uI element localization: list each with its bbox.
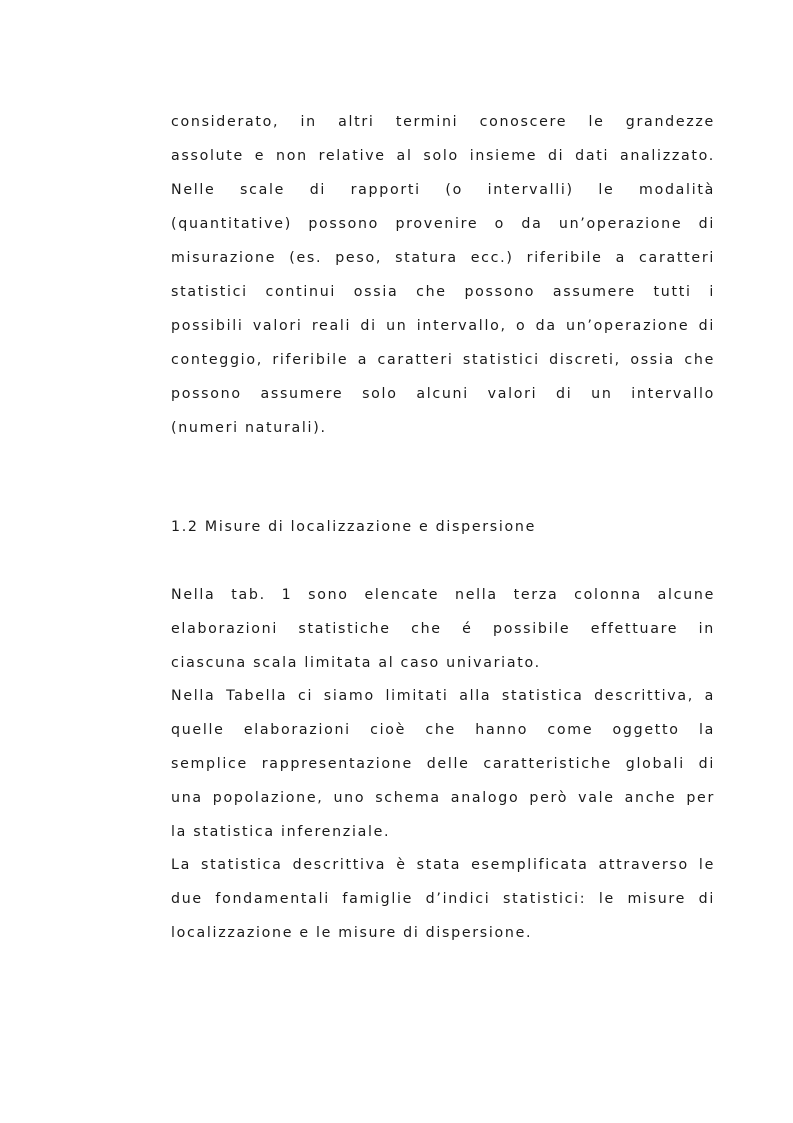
text-line: misurazione (es. peso, statura ecc.) riferibile a caratteri <box>171 250 715 266</box>
heading-text: 1.2 Misure di localizzazione e dispersione <box>171 519 537 535</box>
text-line: conteggio, riferibile a caratteri statistici discreti, ossia che <box>171 352 715 368</box>
text-line: la statistica inferenziale. <box>171 824 391 840</box>
text-line: statistici continui ossia che possono assumere tutti i <box>171 284 715 300</box>
text-line: una popolazione, uno schema analogo però vale anche per <box>171 790 715 806</box>
text-line: possibili valori reali di un intervallo, o da un’operazione di <box>171 318 715 334</box>
text-line: Nella Tabella ci siamo limitati alla statistica descrittiva, a <box>171 688 715 704</box>
text-line: La statistica descrittiva è stata esemplificata attraverso le <box>171 857 715 873</box>
text-line: considerato, in altri termini conoscere le grandezze <box>171 114 715 130</box>
text-line: ciascuna scala limitata al caso univariato. <box>171 655 541 671</box>
text-line: elaborazioni statistiche che é possibile effettuare in <box>171 621 715 637</box>
text-line: (quantitative) possono provenire o da un’operazione di <box>171 216 715 232</box>
text-line: localizzazione e le misure di dispersione. <box>171 925 533 941</box>
text-line: assolute e non relative al solo insieme di dati analizzato. <box>171 148 715 164</box>
text-line: quelle elaborazioni cioè che hanno come oggetto la <box>171 722 715 738</box>
text-line: (numeri naturali). <box>171 420 327 436</box>
text-line: possono assumere solo alcuni valori di un intervallo <box>171 386 715 402</box>
text-line: Nelle scale di rapporti (o intervalli) le modalità <box>171 182 715 198</box>
text-line: semplice rappresentazione delle caratteristiche globali di <box>171 756 715 772</box>
text-line: Nella tab. 1 sono elencate nella terza colonna alcune <box>171 587 715 603</box>
text-line: due fondamentali famiglie d’indici statistici: le misure di <box>171 891 715 907</box>
